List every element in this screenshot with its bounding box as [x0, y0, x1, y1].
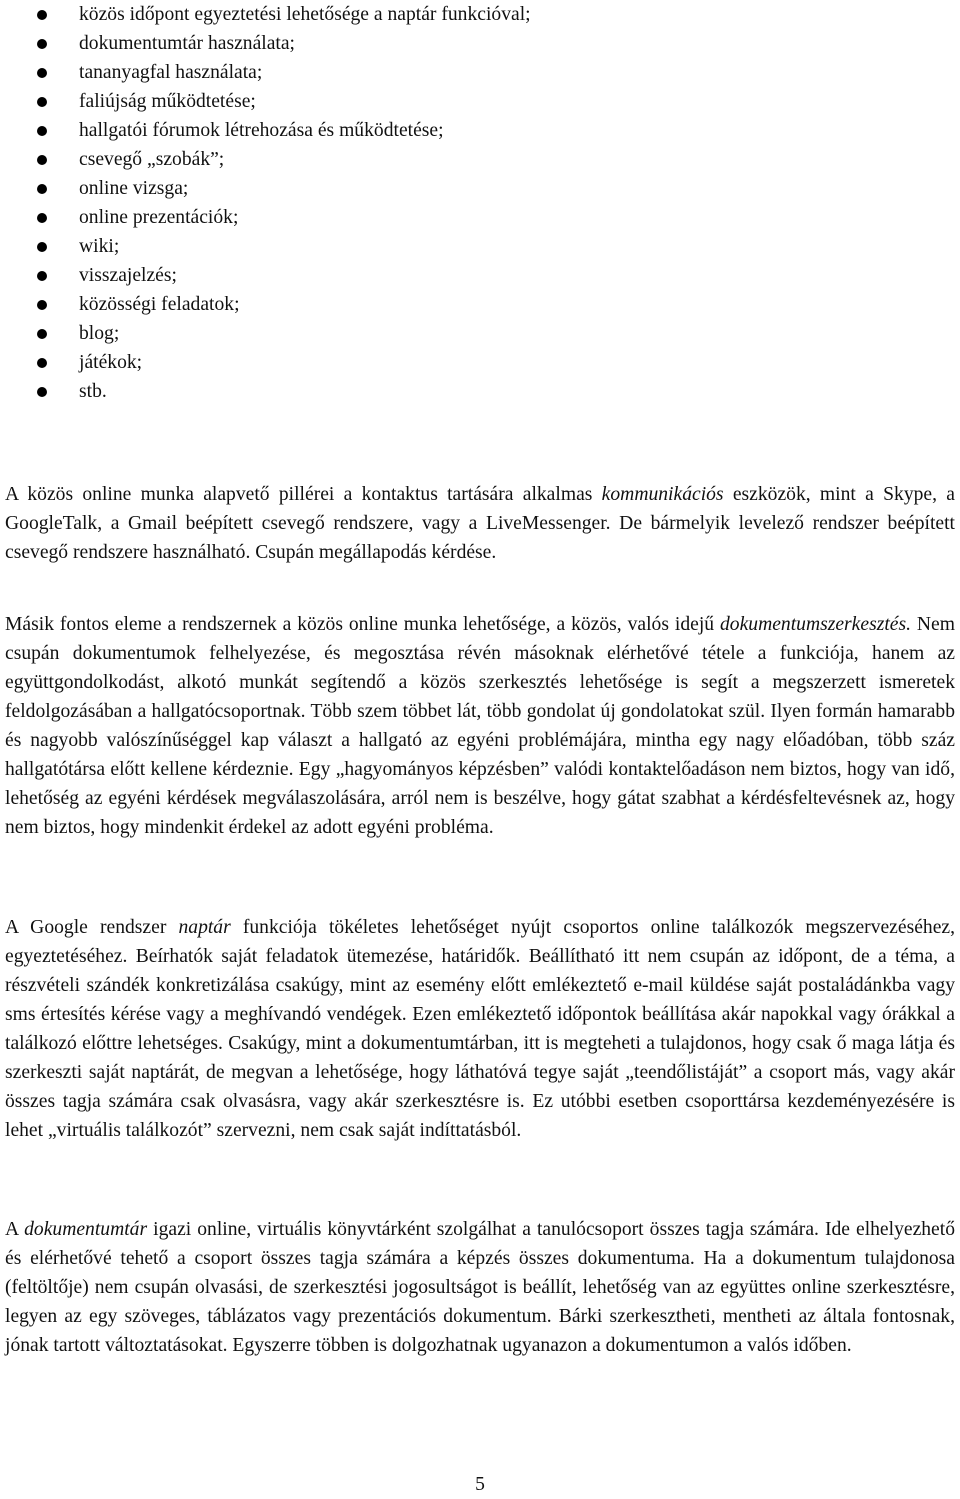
bullet-icon [37, 97, 47, 107]
list-item-text: online vizsga; [79, 178, 189, 199]
paragraph-calendar: A Google rendszer naptár funkciója tökéletes lehetőséget nyújt csoportos online találkozók megszervezéséhez, egyeztetéséhez. Beírhatók saját feladatok ütemezése, határidők. Beállítható itt nem csupán az időpont, de a téma, a részvételi szándék konkretizálása csakúgy, mint az esemény előtt emlékeztető e-mail küldése saját postaládánkba vagy sms értesítés kérése vagy a meghívandó vendégek. Ezen emlékeztető időpontok beállítása akár napokkal vagy órákkal a találkozó előttre lehetséges. Csakúgy, mint a dokumentumtárban, itt is megteheti a tulajdonos, hogy csak ő maga látja és szerkeszti saját naptárát, de megvan a lehetősége, hogy láthatóvá tegye saját „teendőlistáját” a csoport más, vagy akár összes tagja számára csak olvasásra, vagy akár szerkesztésre is. Ez utóbbi esetben csoporttársa kezdeményezésére is lehet „virtuális találkozót” szervezni, nem csak saját indíttatásból. [5, 917, 955, 1141]
bullet-icon [37, 126, 47, 136]
list-item-text: wiki; [79, 236, 120, 257]
bullet-icon [37, 10, 47, 20]
bullet-icon [37, 300, 47, 310]
bullet-icon [37, 184, 47, 194]
bullet-icon [37, 358, 47, 368]
list-item [0, 348, 960, 377]
bullet-icon [37, 271, 47, 281]
list-item [0, 87, 960, 116]
list-item-text: játékok; [79, 352, 143, 373]
list-item-text: online prezentációk; [79, 207, 239, 228]
list-item [0, 203, 960, 232]
list-item [0, 319, 960, 348]
list-item [0, 29, 960, 58]
list-item-text: visszajelzés; [79, 265, 177, 286]
page-number: 5 [475, 1474, 485, 1495]
bullet-icon [37, 329, 47, 339]
bullet-icon [37, 213, 47, 223]
list-item [0, 174, 960, 203]
list-item-text: stb. [79, 381, 107, 402]
list-item [0, 290, 960, 319]
paragraph-document-editing: Másik fontos eleme a rendszernek a közös online munka lehetősége, a közös, valós idejű dokumentumszerkesztés. Nem csupán dokumentumok felhelyezése, és megosztása révén másoknak elérhetővé tétele a funkciója, hanem az együttgondolkodást, alkotó munkát segítendő a közös szerkesztés lehetősége is segít a megszerzett ismeretek feldolgozásában a hallgatócsoportnak. Több szem többet lát, több gondolat új gondolatokat szül. Ilyen formán hamarabb és nagyobb valószínűséggel kap választ a hallgató az egyéni problémájára, mintha egy nagy előadóban, több száz hallgatótársa előtt kellene kérdeznie. Egy „hagyományos képzésben” valódi kontaktelőadáson nem biztos, hogy van idő, lehetőség az egyéni kérdések megválaszolására, arról nem is beszélve, hogy gátat szabhat a kérdésfeltevésnek az, hogy nem biztos, hogy mindenkit érdekel az adott egyéni probléma. [5, 614, 955, 838]
feature-bullet-list [0, 0, 960, 406]
list-item [0, 0, 960, 29]
list-item-text: dokumentumtár használata; [79, 33, 296, 54]
bullet-icon [37, 39, 47, 49]
list-item [0, 58, 960, 87]
list-item [0, 116, 960, 145]
bullet-icon [37, 387, 47, 397]
list-item-text: blog; [79, 323, 120, 344]
list-item [0, 232, 960, 261]
paragraph-document-library: A dokumentumtár igazi online, virtuális könyvtárként szolgálhat a tanulócsoport összes tagja számára. Ide elhelyezhető és elérhetővé tehető a csoport összes tagja számára a képzés összes dokumentuma. Ha a dokumentum tulajdonosa (feltöltője) nem csupán olvasási, de szerkesztési jogosultságot is beállít, lehetőség van az együttes online szerkesztésre, legyen az egy szöveges, táblázatos vagy prezentációs dokumentum. Bárki szerkesztheti, mentheti az általa fontosnak, jónak tartott változtatásokat. Egyszerre többen is dolgozhatnak ugyanazon a dokumentumon a valós időben. [5, 1219, 955, 1356]
list-item-text: közösségi feladatok; [79, 294, 240, 315]
list-item-text: faliújság működtetése; [79, 91, 256, 112]
list-item-text: közös időpont egyeztetési lehetősége a naptár funkcióval; [79, 4, 531, 25]
list-item-text: csevegő „szobák”; [79, 149, 225, 170]
bullet-icon [37, 242, 47, 252]
list-item-text: hallgatói fórumok létrehozása és működtetése; [79, 120, 444, 141]
bullet-icon [37, 155, 47, 165]
list-item [0, 377, 960, 406]
paragraph-communication-tools: A közös online munka alapvető pillérei a kontaktus tartására alkalmas kommunikációs eszközök, mint a Skype, a GoogleTalk, a Gmail beépített csevegő rendszere, vagy a LiveMessenger. De bármelyik levelező rendszer beépített csevegő rendszere használható. Csupán megállapodás kérdése. [5, 484, 955, 563]
list-item [0, 261, 960, 290]
list-item [0, 145, 960, 174]
bullet-icon [37, 68, 47, 78]
list-item-text: tananyagfal használata; [79, 62, 263, 83]
